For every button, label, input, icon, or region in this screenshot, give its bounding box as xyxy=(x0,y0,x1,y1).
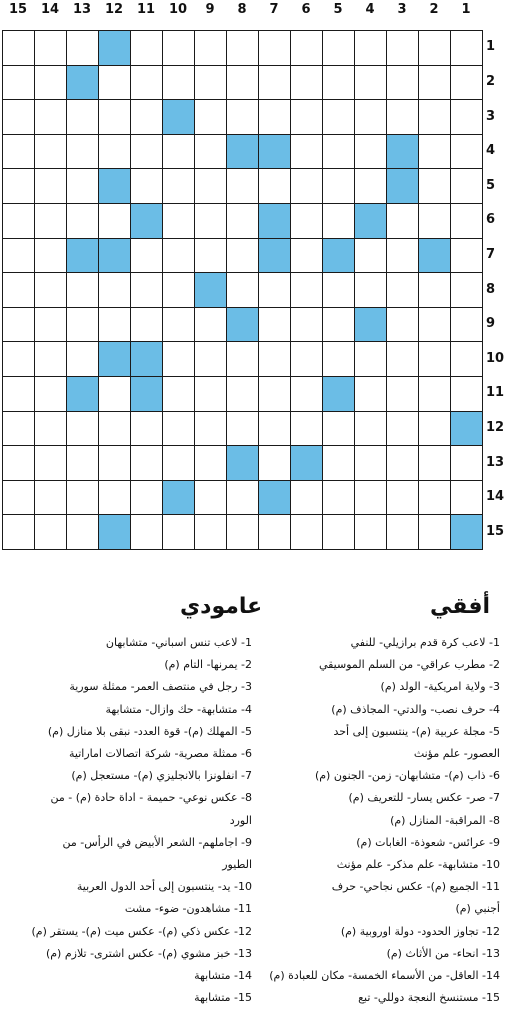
grid-cell[interactable] xyxy=(290,99,323,135)
grid-cell[interactable] xyxy=(226,272,259,308)
shaded-cell xyxy=(386,134,419,170)
across-clue: العصور- علم مؤنث xyxy=(413,747,500,761)
column-number: 4 xyxy=(365,2,375,17)
down-clue: الطيور xyxy=(222,858,252,872)
row-number: 9 xyxy=(486,316,496,332)
across-clue: 8- المراقبة- المنازل (م) xyxy=(390,813,500,827)
grid-cell[interactable] xyxy=(34,514,67,550)
grid-cell[interactable] xyxy=(2,168,35,204)
grid-cell[interactable] xyxy=(290,134,323,170)
grid-cell[interactable] xyxy=(386,203,419,239)
grid-cell[interactable] xyxy=(354,480,387,516)
row-number: 15 xyxy=(486,523,505,539)
down-clue: الورد xyxy=(229,813,252,827)
shaded-cell xyxy=(66,238,99,274)
grid-cell[interactable] xyxy=(258,99,291,135)
grid-cell[interactable] xyxy=(66,134,99,170)
shaded-cell xyxy=(226,307,259,343)
grid-cell[interactable] xyxy=(34,307,67,343)
grid-cell[interactable] xyxy=(322,445,355,481)
grid-cell[interactable] xyxy=(162,514,195,550)
shaded-cell xyxy=(322,238,355,274)
grid-cell[interactable] xyxy=(162,445,195,481)
grid-cell[interactable] xyxy=(34,445,67,481)
shaded-cell xyxy=(418,238,451,274)
grid-cell[interactable] xyxy=(418,514,451,550)
down-heading: عامودي xyxy=(180,594,263,619)
column-number: 13 xyxy=(72,2,92,17)
grid-cell[interactable] xyxy=(66,272,99,308)
grid-cell[interactable] xyxy=(2,238,35,274)
column-number: 14 xyxy=(40,2,60,17)
shaded-cell xyxy=(98,238,131,274)
grid-cell[interactable] xyxy=(226,99,259,135)
grid-cell[interactable] xyxy=(130,168,163,204)
grid-cell[interactable] xyxy=(66,168,99,204)
down-clue: 9- اجاملهم- الشعر الأبيض في الرأس- من xyxy=(62,835,252,849)
grid-cell[interactable] xyxy=(130,65,163,101)
shaded-cell xyxy=(162,480,195,516)
grid-cell[interactable] xyxy=(130,445,163,481)
grid-cell[interactable] xyxy=(66,445,99,481)
shaded-cell xyxy=(98,30,131,66)
shaded-cell xyxy=(130,203,163,239)
across-clue: 4- حرف نصب- والدتي- المجاذف (م) xyxy=(331,702,500,716)
grid-cell[interactable] xyxy=(354,134,387,170)
grid-cell[interactable] xyxy=(386,238,419,274)
grid-cell[interactable] xyxy=(130,30,163,66)
grid-cell[interactable] xyxy=(258,341,291,377)
shaded-cell xyxy=(130,376,163,412)
grid-cell[interactable] xyxy=(194,514,227,550)
shaded-cell xyxy=(66,376,99,412)
grid-cell[interactable] xyxy=(354,272,387,308)
across-clue: 5- مجلة عربية (م)- ينتسبون إلى أحد xyxy=(333,724,500,738)
grid-cell[interactable] xyxy=(194,341,227,377)
shaded-cell xyxy=(258,238,291,274)
grid-cell[interactable] xyxy=(194,99,227,135)
grid-cell[interactable] xyxy=(2,411,35,447)
grid-cell[interactable] xyxy=(162,411,195,447)
grid-cell[interactable] xyxy=(162,30,195,66)
down-clue: 3- رجل في منتصف العمر- ممثلة سورية xyxy=(69,680,252,694)
shaded-cell xyxy=(258,134,291,170)
grid-cell[interactable] xyxy=(98,411,131,447)
grid-cell[interactable] xyxy=(34,30,67,66)
grid-cell[interactable] xyxy=(2,514,35,550)
down-clue-list xyxy=(0,632,252,1009)
grid-cell[interactable] xyxy=(2,203,35,239)
grid-cell[interactable] xyxy=(98,445,131,481)
grid-cell[interactable] xyxy=(226,514,259,550)
column-number: 10 xyxy=(168,2,188,17)
grid-cell[interactable] xyxy=(258,376,291,412)
row-number: 11 xyxy=(486,385,505,401)
across-clue: 14- العاقل- من الأسماء الخمسة- مكان للعبادة (م) xyxy=(269,969,500,983)
row-number: 1 xyxy=(486,39,496,55)
grid-cell[interactable] xyxy=(66,341,99,377)
grid-cell[interactable] xyxy=(2,99,35,135)
grid-cell[interactable] xyxy=(322,30,355,66)
grid-cell[interactable] xyxy=(194,30,227,66)
grid-cell[interactable] xyxy=(450,203,483,239)
row-number: 14 xyxy=(486,489,505,505)
row-number: 3 xyxy=(486,108,496,124)
grid-cell[interactable] xyxy=(162,134,195,170)
column-number: 8 xyxy=(237,2,247,17)
column-number: 1 xyxy=(461,2,471,17)
grid-cell[interactable] xyxy=(450,480,483,516)
grid-cell[interactable] xyxy=(194,203,227,239)
shaded-cell xyxy=(450,514,483,550)
across-clue-list xyxy=(260,632,500,1009)
row-number: 4 xyxy=(486,143,496,159)
column-number: 12 xyxy=(104,2,124,17)
grid-cell[interactable] xyxy=(194,65,227,101)
grid-cell[interactable] xyxy=(290,30,323,66)
grid-cell[interactable] xyxy=(194,238,227,274)
down-clue: 14- متشابهة xyxy=(194,969,252,983)
grid-cell[interactable] xyxy=(34,238,67,274)
grid-cell[interactable] xyxy=(450,65,483,101)
across-clue: أجنبي (م) xyxy=(455,902,500,916)
grid-cell[interactable] xyxy=(418,65,451,101)
grid-cell[interactable] xyxy=(34,168,67,204)
grid-cell[interactable] xyxy=(418,341,451,377)
grid-cell[interactable] xyxy=(354,99,387,135)
grid-cell[interactable] xyxy=(194,480,227,516)
row-number: 8 xyxy=(486,281,496,297)
column-number: 5 xyxy=(333,2,343,17)
grid-cell[interactable] xyxy=(354,341,387,377)
grid-cell[interactable] xyxy=(290,514,323,550)
shaded-cell xyxy=(98,341,131,377)
shaded-cell xyxy=(354,307,387,343)
grid-cell[interactable] xyxy=(418,307,451,343)
grid-cell[interactable] xyxy=(258,514,291,550)
grid-cell[interactable] xyxy=(354,445,387,481)
grid-cell[interactable] xyxy=(2,307,35,343)
column-number: 2 xyxy=(429,2,439,17)
grid-cell[interactable] xyxy=(226,411,259,447)
grid-cell[interactable] xyxy=(290,168,323,204)
grid-cell[interactable] xyxy=(2,65,35,101)
grid-cell[interactable] xyxy=(354,65,387,101)
grid-cell[interactable] xyxy=(386,30,419,66)
grid-cell[interactable] xyxy=(226,238,259,274)
down-clue: 15- متشابهة xyxy=(194,991,252,1005)
grid-cell[interactable] xyxy=(322,272,355,308)
grid-cell[interactable] xyxy=(130,514,163,550)
column-number: 3 xyxy=(397,2,407,17)
down-clue: 2- يمرنها- التام (م) xyxy=(164,658,252,672)
grid-cell[interactable] xyxy=(386,411,419,447)
grid-cell[interactable] xyxy=(98,480,131,516)
shaded-cell xyxy=(386,168,419,204)
grid-cell[interactable] xyxy=(226,376,259,412)
grid-cell[interactable] xyxy=(258,307,291,343)
grid-cell[interactable] xyxy=(354,238,387,274)
across-clue: 2- مطرب عراقي- من السلم الموسيقي xyxy=(318,658,500,672)
grid-cell[interactable] xyxy=(322,134,355,170)
shaded-cell xyxy=(226,134,259,170)
grid-cell[interactable] xyxy=(290,341,323,377)
grid-cell[interactable] xyxy=(386,480,419,516)
grid-cell[interactable] xyxy=(2,376,35,412)
grid-cell[interactable] xyxy=(226,203,259,239)
grid-cell[interactable] xyxy=(226,480,259,516)
column-number: 11 xyxy=(136,2,156,17)
column-number: 6 xyxy=(301,2,311,17)
grid-cell[interactable] xyxy=(98,376,131,412)
shaded-cell xyxy=(130,341,163,377)
grid-cell[interactable] xyxy=(194,445,227,481)
row-number: 12 xyxy=(486,419,505,435)
across-clue: 10- متشابهة- علم مذكر- علم مؤنث xyxy=(336,858,500,872)
grid-cell[interactable] xyxy=(2,480,35,516)
grid-cell[interactable] xyxy=(226,30,259,66)
grid-cell[interactable] xyxy=(66,99,99,135)
grid-cell[interactable] xyxy=(354,168,387,204)
shaded-cell xyxy=(258,480,291,516)
grid-cell[interactable] xyxy=(450,134,483,170)
grid-cell[interactable] xyxy=(2,30,35,66)
row-number: 7 xyxy=(486,246,496,262)
grid-cell[interactable] xyxy=(194,307,227,343)
grid-cell[interactable] xyxy=(162,203,195,239)
shaded-cell xyxy=(194,272,227,308)
grid-cell[interactable] xyxy=(450,376,483,412)
grid-cell[interactable] xyxy=(130,238,163,274)
grid-cell[interactable] xyxy=(290,203,323,239)
down-clue: 12- عكس ذكي (م)- عكس ميت (م)- يستقر (م) xyxy=(31,924,252,938)
grid-cell[interactable] xyxy=(354,376,387,412)
grid-cell[interactable] xyxy=(162,307,195,343)
grid-cell[interactable] xyxy=(2,272,35,308)
grid-cell[interactable] xyxy=(162,238,195,274)
grid-cell[interactable] xyxy=(450,168,483,204)
across-clue: 3- ولاية امريكية- الولد (م) xyxy=(380,680,500,694)
grid-cell[interactable] xyxy=(450,30,483,66)
grid-cell[interactable] xyxy=(194,134,227,170)
shaded-cell xyxy=(258,203,291,239)
grid-cell[interactable] xyxy=(66,480,99,516)
across-clue: 12- تجاوز الحدود- دولة اوروبية (م) xyxy=(340,924,500,938)
grid-cell[interactable] xyxy=(226,168,259,204)
grid-cell[interactable] xyxy=(258,272,291,308)
grid-cell[interactable] xyxy=(418,376,451,412)
column-number: 15 xyxy=(8,2,28,17)
grid-cell[interactable] xyxy=(162,65,195,101)
row-number: 6 xyxy=(486,212,496,228)
grid-cell[interactable] xyxy=(386,514,419,550)
grid-cell[interactable] xyxy=(290,411,323,447)
grid-cell[interactable] xyxy=(322,411,355,447)
grid-cell[interactable] xyxy=(386,307,419,343)
grid-cell[interactable] xyxy=(98,65,131,101)
grid-cell[interactable] xyxy=(98,99,131,135)
grid-cell[interactable] xyxy=(130,480,163,516)
grid-cell[interactable] xyxy=(322,341,355,377)
row-number: 2 xyxy=(486,73,496,89)
grid-cell[interactable] xyxy=(354,514,387,550)
grid-cell[interactable] xyxy=(386,65,419,101)
down-clue: 5- المهلك (م)- قوة العدد- نبقى بلا منازل (م) xyxy=(47,724,252,738)
grid-cell[interactable] xyxy=(66,411,99,447)
grid-cell[interactable] xyxy=(162,341,195,377)
down-clue: 8- عكس نوعي- حميمة - اداة حادة (م) - من xyxy=(50,791,252,805)
shaded-cell xyxy=(226,445,259,481)
grid-cell[interactable] xyxy=(386,376,419,412)
grid-cell[interactable] xyxy=(130,99,163,135)
grid-cell[interactable] xyxy=(418,134,451,170)
grid-cell[interactable] xyxy=(418,168,451,204)
grid-cell[interactable] xyxy=(290,238,323,274)
grid-cell[interactable] xyxy=(2,445,35,481)
down-clue: 1- لاعب تنس اسباني- متشابهان xyxy=(105,636,252,649)
grid-cell[interactable] xyxy=(322,99,355,135)
grid-cell[interactable] xyxy=(418,411,451,447)
down-clue: 6- ممثلة مصرية- شركة اتصالات اماراتية xyxy=(69,747,252,761)
grid-cell[interactable] xyxy=(450,238,483,274)
grid-cell[interactable] xyxy=(386,272,419,308)
grid-cell[interactable] xyxy=(258,168,291,204)
down-clue: 13- خبز مشوي (م)- عكس اشترى- تلازم (م) xyxy=(45,946,252,960)
grid-cell[interactable] xyxy=(34,65,67,101)
shaded-cell xyxy=(450,411,483,447)
across-clue: 13- انحاء- من الأثاث (م) xyxy=(386,946,500,960)
grid-cell[interactable] xyxy=(98,203,131,239)
grid-cell[interactable] xyxy=(66,203,99,239)
grid-cell[interactable] xyxy=(226,65,259,101)
grid-cell[interactable] xyxy=(34,272,67,308)
grid-cell[interactable] xyxy=(322,203,355,239)
grid-cell[interactable] xyxy=(354,411,387,447)
grid-cell[interactable] xyxy=(450,307,483,343)
grid-cell[interactable] xyxy=(130,307,163,343)
grid-cell[interactable] xyxy=(290,376,323,412)
shaded-cell xyxy=(66,65,99,101)
down-clue: 10- يد- ينتسبون إلى أحد الدول العربية xyxy=(76,880,252,894)
grid-cell[interactable] xyxy=(450,272,483,308)
grid-cell[interactable] xyxy=(98,272,131,308)
grid-cell[interactable] xyxy=(34,411,67,447)
grid-cell[interactable] xyxy=(386,445,419,481)
shaded-cell xyxy=(98,168,131,204)
grid-cell[interactable] xyxy=(98,307,131,343)
down-clue: 4- متشابهة- حك وازال- متشابهة xyxy=(105,702,252,716)
grid-cell[interactable] xyxy=(322,307,355,343)
grid-cell[interactable] xyxy=(130,411,163,447)
row-number: 10 xyxy=(486,350,505,366)
row-number: 5 xyxy=(486,177,496,193)
shaded-cell xyxy=(354,203,387,239)
grid-cell[interactable] xyxy=(386,99,419,135)
across-clue: 7- صر- عكس يسار- للتعريف (م) xyxy=(348,791,500,805)
grid-cell[interactable] xyxy=(98,134,131,170)
down-clue: 11- مشاهدون- ضوء- مشت xyxy=(124,902,252,916)
grid-cell[interactable] xyxy=(450,341,483,377)
across-heading: أفقي xyxy=(430,594,491,619)
grid-cell[interactable] xyxy=(66,514,99,550)
grid-cell[interactable] xyxy=(354,30,387,66)
grid-cell[interactable] xyxy=(322,65,355,101)
grid-cell[interactable] xyxy=(2,341,35,377)
grid-cell[interactable] xyxy=(418,203,451,239)
grid-cell[interactable] xyxy=(162,272,195,308)
grid-cell[interactable] xyxy=(258,65,291,101)
grid-cell[interactable] xyxy=(418,445,451,481)
across-clue: 11- الجميع (م)- عكس نجاحي- حرف xyxy=(331,880,500,894)
grid-cell[interactable] xyxy=(450,99,483,135)
column-number: 9 xyxy=(205,2,215,17)
grid-cell[interactable] xyxy=(386,341,419,377)
grid-cell[interactable] xyxy=(418,99,451,135)
grid-cell[interactable] xyxy=(450,445,483,481)
grid-cell[interactable] xyxy=(290,65,323,101)
grid-cell[interactable] xyxy=(322,480,355,516)
grid-cell[interactable] xyxy=(290,480,323,516)
down-clue: 7- انفلونزا بالانجليزي (م)- مستعجل (م) xyxy=(71,769,252,783)
grid-cell[interactable] xyxy=(290,272,323,308)
grid-cell[interactable] xyxy=(194,376,227,412)
grid-cell[interactable] xyxy=(258,445,291,481)
grid-cell[interactable] xyxy=(418,30,451,66)
column-number: 7 xyxy=(269,2,279,17)
grid-cell[interactable] xyxy=(418,480,451,516)
shaded-cell xyxy=(162,99,195,135)
grid-cell[interactable] xyxy=(34,480,67,516)
grid-cell[interactable] xyxy=(34,203,67,239)
grid-cell[interactable] xyxy=(34,341,67,377)
grid-cell[interactable] xyxy=(258,411,291,447)
across-clue: 9- عرائس- شعوذة- الغابات (م) xyxy=(356,835,500,849)
grid-cell[interactable] xyxy=(162,168,195,204)
shaded-cell xyxy=(322,376,355,412)
grid-cell[interactable] xyxy=(226,341,259,377)
grid-cell[interactable] xyxy=(290,307,323,343)
grid-cell[interactable] xyxy=(258,30,291,66)
across-clue: 6- ذاب (م)- متشابهان- زمن- الجنون (م) xyxy=(314,769,500,783)
grid-cell[interactable] xyxy=(130,272,163,308)
grid-cell[interactable] xyxy=(130,134,163,170)
grid-cell[interactable] xyxy=(66,30,99,66)
grid-cell[interactable] xyxy=(322,514,355,550)
grid-cell[interactable] xyxy=(194,168,227,204)
grid-cell[interactable] xyxy=(418,272,451,308)
grid-cell[interactable] xyxy=(34,99,67,135)
grid-cell[interactable] xyxy=(322,168,355,204)
row-number: 13 xyxy=(486,454,505,470)
grid-cell[interactable] xyxy=(34,134,67,170)
grid-cell[interactable] xyxy=(162,376,195,412)
across-clue: 1- لاعب كرة قدم برازيلي- للنفي xyxy=(350,636,500,649)
grid-cell[interactable] xyxy=(34,376,67,412)
grid-cell[interactable] xyxy=(66,307,99,343)
grid-cell[interactable] xyxy=(194,411,227,447)
grid-cell[interactable] xyxy=(2,134,35,170)
shaded-cell xyxy=(98,514,131,550)
shaded-cell xyxy=(290,445,323,481)
across-clue: 15- مستنسخ النعجة دوللي- تبع xyxy=(358,991,500,1005)
